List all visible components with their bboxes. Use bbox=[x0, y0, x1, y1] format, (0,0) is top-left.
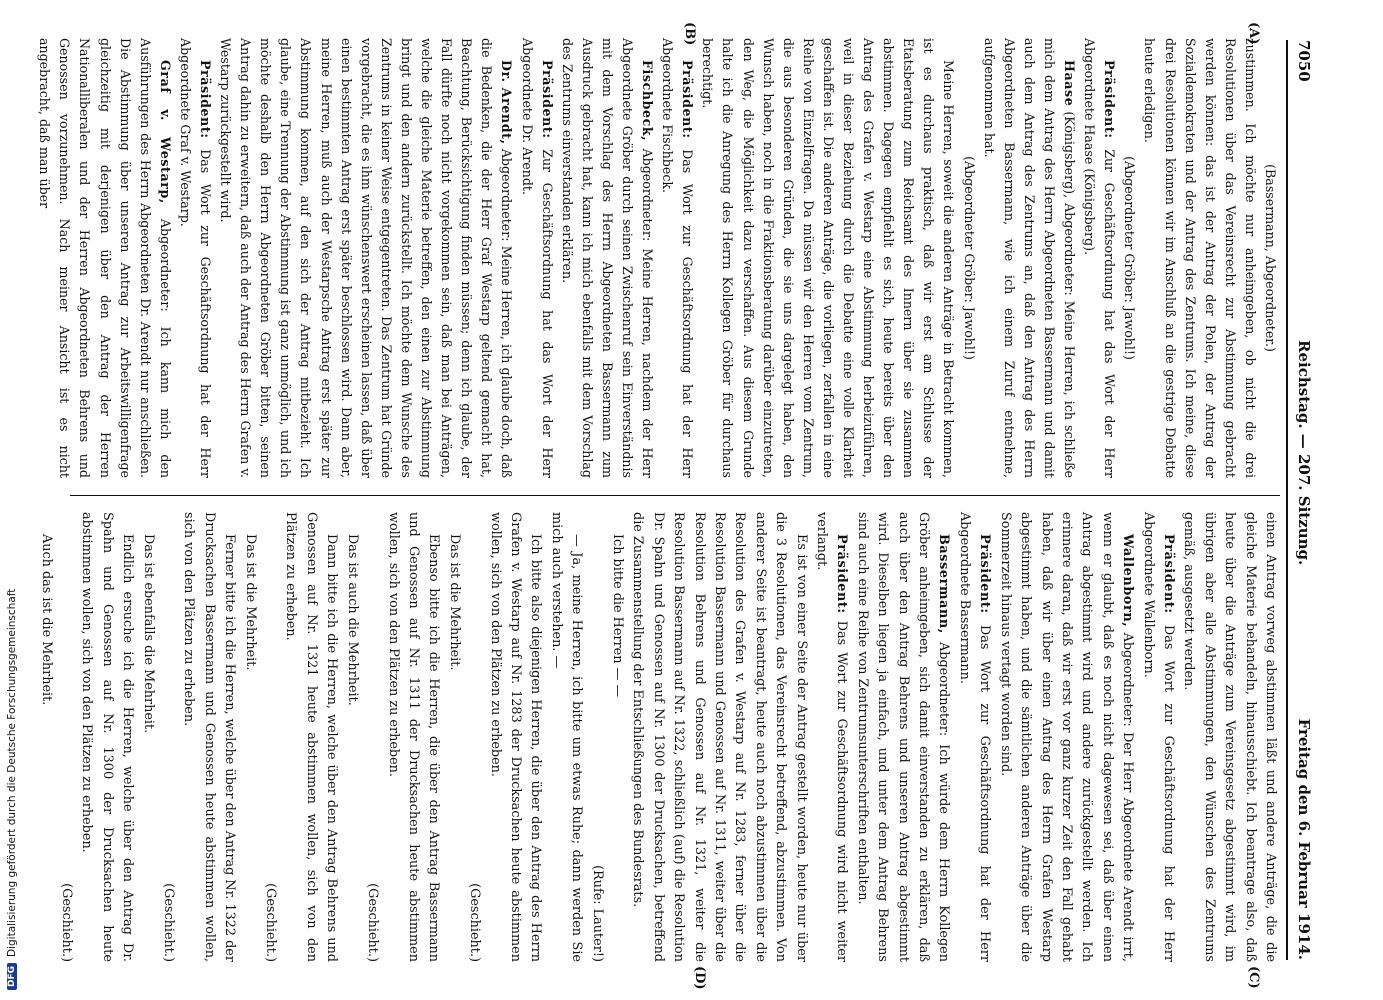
paragraph bbox=[979, 38, 1079, 478]
margin-mark-b: (B) bbox=[682, 22, 697, 46]
left-text-column bbox=[30, 38, 1280, 478]
speaker-name: Präsident: bbox=[1102, 60, 1118, 139]
paragraph-text: (Abgeordneter Gröber: Jawohl!) bbox=[961, 156, 977, 360]
paragraph bbox=[1260, 38, 1280, 478]
paragraph-text: Das Wort zur Geschäftsordnung hat der Herr Abgeordnete Bassermann. bbox=[956, 512, 993, 962]
paragraph bbox=[178, 512, 239, 962]
paragraph bbox=[811, 512, 852, 962]
speaker-name: Präsident: bbox=[680, 60, 696, 139]
paragraph-text: Ebenso bitte ich die Herren, die über den Antrag Bassermann und Genossen auf Nr. 1311 der Drucksachen heute abstimmen wollen, sich von den Plätzen zu erheben. bbox=[385, 512, 442, 962]
paragraph bbox=[158, 512, 178, 962]
paragraph bbox=[484, 512, 545, 962]
page-number: 7050 bbox=[1295, 40, 1313, 82]
paragraph-text: Das Wort zur Geschäftsordnung wird nicht weiter verlangt. bbox=[814, 512, 850, 962]
paragraph bbox=[697, 38, 958, 478]
speaker-name: Präsident: bbox=[834, 534, 850, 614]
paragraph-text: Zur Geschäftsordnung hat das Wort der Herr Abgeordnete Haase (Königsberg). bbox=[1082, 38, 1118, 478]
speaker-name: Dr. Arendt, bbox=[499, 60, 515, 145]
paragraph bbox=[586, 512, 606, 962]
paragraph-text: Ich bitte die Herren — — bbox=[610, 534, 625, 698]
paragraph bbox=[994, 512, 1137, 962]
paragraph-text: Ich bitte also diejenigen Herren, die über den Antrag des Herrn Grafen v. Westarp auf Nr. 1283 der Drucksachen heute abstimmen wollen, sich von den Plätzen zu erheben. bbox=[487, 512, 544, 962]
issue-date: Freitag den 6. Februar 1914. bbox=[1295, 718, 1313, 960]
paragraph-text: Das ist ebenfalls die Mehrheit. bbox=[140, 534, 156, 734]
margin-mark-d: (D) bbox=[692, 966, 707, 990]
digitization-credit-text: Digitalisierung gefördert durch die Deutsche Forschungsgemeinschaft bbox=[6, 588, 18, 957]
paragraph-text: (Rufe: Lauter!) bbox=[589, 865, 605, 962]
page-header bbox=[1288, 40, 1314, 960]
paragraph-text: Das Wort zur Geschäftsordnung hat der Herr Abgeordnete Fischbeck. bbox=[660, 38, 696, 478]
paragraph bbox=[56, 512, 76, 962]
paragraph bbox=[557, 38, 657, 478]
margin-mark-c: (C) bbox=[1246, 966, 1261, 989]
paragraph bbox=[1178, 512, 1280, 962]
paragraph-text: Meine Herren, soweit die anderen Anträge in Betracht kommen, ist es durchaus praktisch, daß wir erst am Schlusse der Etatsberatung zum Reichsamt des Innern über sie zusammen abstimmen. Dagegen empfiehlt es sich, heute bereits über den Antrag des Grafen v. Westarp eine Abstimmung herbeizuführen, weil in dieser Beziehung durch die Debatte eine volle Klarheit geschaffen ist. Die anderen Anträge, die vorliegen, zerfallen in eine Reihe von Einzelfragen. Da müssen wir den Herren vom Zentrum, die aus besonderen Gründen, die sie uns dargelegt haben, den Wunsch haben, noch in die Fraktionsberatung darüber einzutreten, den Weg, die Möglichkeit dazu verschaffen. Aus diesem Grunde halte ich die Anregung des Herrn Kollegen Gröber für durchaus berechtigt. bbox=[700, 38, 957, 478]
rotated-newspaper-page bbox=[10, 0, 1320, 1000]
paragraph-text: zustimmen. Ich möchte nur anheimgeben, ob nicht die drei Resolutionen über das Vereinsrecht zur Abstimmung gebracht werden können: das ist der Antrag der Polen, der Antrag der Sozialdemokraten und der Antrag des Zentrums. Ich meine, diese drei Resolutionen können wir im Anschluß an die gestrige Debatte heute erledigen. bbox=[1142, 38, 1258, 478]
paragraph bbox=[215, 38, 516, 478]
paragraph-text: Ferner bitte ich die Herren, welche über den Antrag Nr. 1322 der Drucksachen Bassermann und Genossen heute abstimmen wollen, sich von den Plätzen zu erheben. bbox=[181, 512, 238, 962]
paragraph bbox=[362, 512, 382, 962]
right-text-column bbox=[30, 512, 1280, 962]
paragraph bbox=[35, 512, 55, 962]
dfg-logo: DFG bbox=[7, 963, 17, 990]
paragraph-text: Abgeordneter: Meine Herren, ich glaube doch, daß die Bedenken, die der Herr Graf Westarp geltend gemacht hat, Beachtung, Berücksichtigung finden müssen; denn ich glaube, der Fall dürfte noch nicht vorgekommen sein, daß man bei Anträgen, welche die gleiche Materie betreffen, den einen zur Abstimmung bringt und den andern zurückstellt. Ich möchte dem Wunsche des Zentrums in keiner Weise entgegentreten. Das Zentrum hat Gründe vorgebracht, die es ihm wünschenswert erscheinen lassen, daß über einen bestimmten Antrag erst später beschlossen wird. Dann aber, meine Herren, muß auch der Westarpsche Antrag erst später zur Abstimmung kommen, auf den sich der Antrag mitbezieht. Ich glaube, eine Trennung der Abstimmung ist ganz unmöglich, und ich möchte deshalb den Herrn Abgeordneten Gröber bitten, seinen Antrag dahin zu erweitern, daß auch der Antrag des Herrn Grafen v. Westarp zurückgestellt wird. bbox=[218, 38, 515, 478]
speaker-name: Präsident: bbox=[1160, 534, 1176, 614]
paragraph bbox=[607, 512, 627, 962]
paragraph bbox=[545, 512, 586, 962]
paragraph-text: Zur Geschäftsordnung hat das Wort der Herr Abgeordnete Dr. Arendt. bbox=[519, 38, 555, 478]
paragraph bbox=[627, 512, 811, 962]
digitization-credit bbox=[5, 190, 19, 990]
paragraph bbox=[1137, 512, 1178, 962]
paragraph-text: (Abgeordneter Gröber: Jawohl!) bbox=[1122, 156, 1138, 360]
speaker-name: Fischbeck, bbox=[640, 60, 656, 142]
speaker-name: Bassermann, bbox=[936, 534, 952, 634]
paragraph-text: Es ist von einer Seite der Antrag gestellt worden, heute nur über die 3 Resolutionen, das Vereinsrecht betreffend, abzustimmen. Von anderer Seite ist beantragt, heute auch noch abzustimmen über die Resolution des Grafen v. Westarp auf Nr. 1283, ferner über die Resolution Bassermann und Genossen auf Nr. 1311, weiter über die Resolution Behrens und Genossen auf Nr. 1321, weiter die Resolution Bassermann auf Nr. 1322, schließlich (auf) die Resolution Dr. Spahn und Genossen auf Nr. 1300 der Drucksachen, betreffend die Zusammenstellung der Entschließungen des Bundesrats. bbox=[630, 512, 809, 962]
paragraph-text: (Bassermann, Abgeordneter.) bbox=[1263, 164, 1278, 352]
paragraph-text: (Geschieht.) bbox=[161, 883, 177, 962]
paragraph bbox=[959, 38, 979, 478]
speaker-name: Präsident: bbox=[539, 60, 555, 139]
speaker-name: Wallenborn, bbox=[1120, 534, 1136, 628]
paragraph bbox=[341, 512, 361, 962]
speaker-name: Präsident: bbox=[198, 60, 214, 139]
speaker-name: Graf v. Westarp, bbox=[157, 60, 173, 204]
margin-mark-a: (A) bbox=[1246, 22, 1261, 45]
paragraph bbox=[76, 512, 137, 962]
paragraph bbox=[175, 38, 215, 478]
paragraph-text: Das Wort zur Geschäftsordnung hat der Herr Abgeordnete Graf v. Westarp. bbox=[177, 38, 214, 478]
paragraph bbox=[34, 38, 175, 478]
paragraph bbox=[1079, 38, 1119, 478]
paragraph-text: (Geschieht.) bbox=[467, 883, 483, 962]
paragraph bbox=[851, 512, 953, 962]
header-rule bbox=[1286, 40, 1288, 960]
paragraph bbox=[260, 512, 280, 962]
paragraph-text: Das ist die Mehrheit. bbox=[446, 534, 462, 671]
paragraph-text: (Königsberg), Abgeordneter: Meine Herren, ich schließe mich dem Antrag des Herrn Abgeordneten Bassermann und damit auch dem Antrag des Zentrums an, daß den Antrag des Herrn Abgeordneten Bassermann, wie ich einem Zuruf entnehme, aufgenommen hat. bbox=[981, 38, 1078, 478]
paragraph-text: Dann bitte ich die Herren, welche über den Antrag Behrens und Genossen auf Nr. 1321 heute abstimmen wollen, sich von den Plätzen zu erheben. bbox=[283, 512, 340, 962]
paragraph-text: (Geschieht.) bbox=[365, 883, 381, 962]
column-divider bbox=[70, 495, 1280, 496]
paragraph-text: — Ja, meine Herren, ich bitte um etwas Ruhe; dann werden Sie mich auch verstehen. — bbox=[548, 512, 585, 962]
paragraph bbox=[464, 512, 484, 962]
paragraph bbox=[1119, 38, 1139, 478]
paragraph bbox=[954, 512, 995, 962]
paragraph bbox=[657, 38, 697, 478]
paragraph bbox=[280, 512, 341, 962]
paragraph-text: Das ist die Mehrheit. bbox=[242, 534, 258, 671]
publication-title: Reichstag. — 207. Sitzung. bbox=[1295, 340, 1313, 566]
paragraph bbox=[1139, 38, 1260, 478]
paragraph bbox=[382, 512, 443, 962]
paragraph-text: (Geschieht.) bbox=[263, 883, 279, 962]
paragraph-text: (Geschieht.) bbox=[59, 883, 75, 962]
paragraph-text: Endlich ersuche ich die Herren, welche über den Antrag Dr. Spahn und Genossen auf Nr. 1300 der Drucksachen heute abstimmen wollen, sich von den Plätzen zu erheben. bbox=[79, 512, 136, 962]
speaker-name: Haase bbox=[1062, 60, 1078, 107]
paragraph-text: Abgeordneter: Der Herr Abgeordnete Arendt irrt, wenn er glaubt, daß es noch nicht dagewesen sei, daß über einen Antrag abgestimmt wird und andere zurückgestellt werden. Ich erinnere daran, daß wir erst vor ganz kurzer Zeit den Fall gehabt haben, daß wir über einen Antrag des Herrn Grafen Westarp abgestimmt haben, und die sämtlichen anderen Anträge über die Sommerzeit hinaus vertagt worden sind. bbox=[997, 512, 1136, 962]
paragraph-text: einen Antrag vorweg abstimmen läßt und andere Anträge, die die gleiche Materie behandeln, hinausschiebt. Ich beantrage also, daß heute über die Anträge zum Vereinsgesetz abgestimmt wird, im übrigen aber alle Abstimmungen, den Wünschen des Zentrums gemäß, ausgesetzt werden. bbox=[1181, 512, 1278, 962]
speaker-name: Präsident: bbox=[977, 534, 993, 614]
paragraph bbox=[443, 512, 463, 962]
paragraph-text: Abgeordneter: Meine Herren, nachdem der Herr Abgeordnete Gröber durch seinen Zwischenruf sein Einverständnis mit dem Vorschlag des Herrn Abgeordneten Bassermann zum Ausdruck gebracht hat, kann ich mich ebenfalls mit dem Vorschlag des Zentrums einverstanden erklären. bbox=[559, 38, 656, 478]
paragraph-text: Abgeordneter: Ich würde dem Herrn Kollegen Gröber anheimgeben, sich damit einverstanden zu erklären, daß auch über den Antrag Behrens und unseren Antrag abgestimmt wird. Dieselben liegen ja einfach, und unter dem Antrag Behrens sind auch eine Reihe von Zentrumsunterschriften enthalten. bbox=[854, 512, 952, 962]
paragraph bbox=[239, 512, 259, 962]
paragraph-text: Auch das ist die Mehrheit. bbox=[38, 534, 54, 706]
paragraph-text: Das Wort zur Geschäftsordnung hat der Herr Abgeordnete Wallenborn. bbox=[1140, 512, 1176, 962]
paragraph bbox=[137, 512, 157, 962]
paragraph-text: Abgeordneter: Ich kann mich den Ausführungen des Herrn Abgeordneten Dr. Arendt nur anschließen. Die Abstimmung über unseren Antrag zur Arbeitswilligenfrage gleichzeitig mit derjenigen über den Antrag der Herren Nationalliberalen und der Herren Abgeordneten Behrens und Genossen vorzunehmen. Nach meiner Ansicht ist es nicht angebracht, daß man über bbox=[37, 38, 173, 479]
paragraph bbox=[516, 38, 556, 478]
paragraph-text: Das ist auch die Mehrheit. bbox=[344, 534, 360, 706]
